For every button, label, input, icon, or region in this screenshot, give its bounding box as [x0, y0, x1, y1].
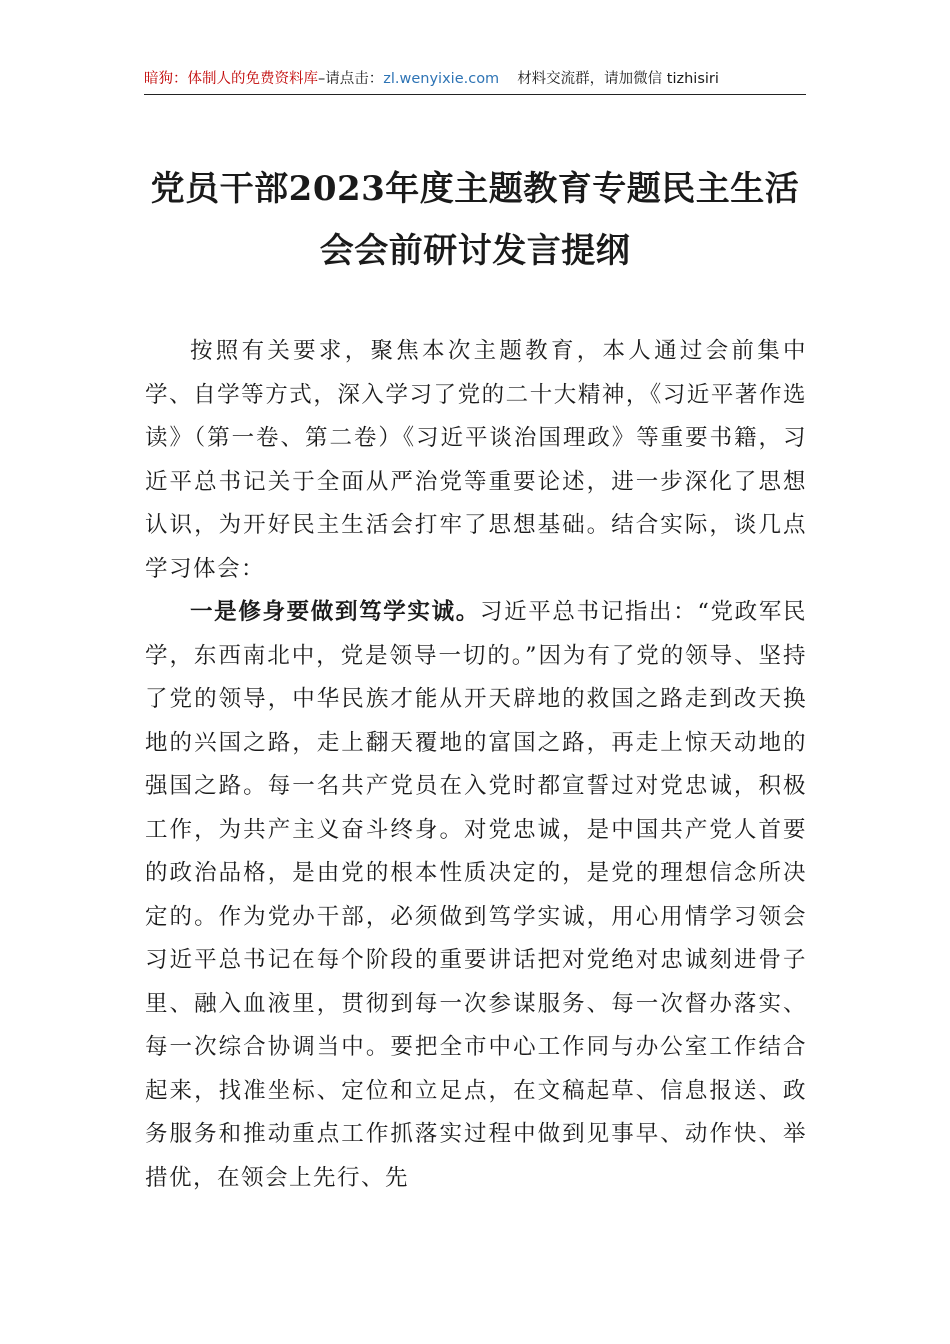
paragraph-point-one-lead: 一是修身要做到笃学实诚。	[190, 599, 480, 625]
paragraph-point-one	[145, 591, 807, 1200]
document-body	[145, 330, 807, 1200]
header-contact: 材料交流群，请加微信 tizhisiri	[517, 71, 719, 87]
document-title	[120, 158, 830, 282]
title-line-2: 会会前研讨发言提纲	[319, 231, 631, 271]
paragraph-point-one-body: 习近平总书记指出：“党政军民学，东西南北中，党是领导一切的。”因为有了党的领导、坚持了党的领导，中华民族才能从开天辟地的救国之路走到改天换地的兴国之路，走上翻天覆地的富国之路，再走上惊天动地的强国之路。每一名共产党员在入党时都宣誓过对党忠诚，积极工作，为共产主义奋斗终身。对党忠诚，是中国共产党人首要的政治品格，是由党的根本性质决定的，是党的理想信念所决定的。作为党办干部，必须做到笃学实诚，用心用情学习领会习近平总书记在每个阶段的重要讲话把对党绝对忠诚刻进骨子里、融入血液里，贯彻到每一次参谋服务、每一次督办落实、每一次综合协调当中。要把全市中心工作同与办公室工作结合起来，找准坐标、定位和立足点，在文稿起草、信息报送、政务服务和推动重点工作抓落实过程中做到见事早、动作快、举措优，在领会上先行、先	[145, 599, 807, 1191]
paragraph-intro: 按照有关要求，聚焦本次主题教育，本人通过会前集中学、自学等方式，深入学习了党的二十大精神，《习近平著作选读》（第一卷、第二卷）《习近平谈治国理政》等重要书籍，习近平总书记关于全面从严治党等重要论述，进一步深化了思想认识，为开好民主生活会打牢了思想基础。结合实际，谈几点学习体会：	[145, 338, 807, 582]
header-url-link[interactable]: zl.wenyixie.com	[383, 71, 500, 87]
header-separator: –请点击：	[318, 71, 384, 87]
header-brand: 暗狗：体制人的免费资料库	[144, 71, 318, 87]
page-header	[144, 68, 806, 95]
title-line-1: 党员干部2023年度主题教育专题民主生活	[150, 169, 800, 209]
